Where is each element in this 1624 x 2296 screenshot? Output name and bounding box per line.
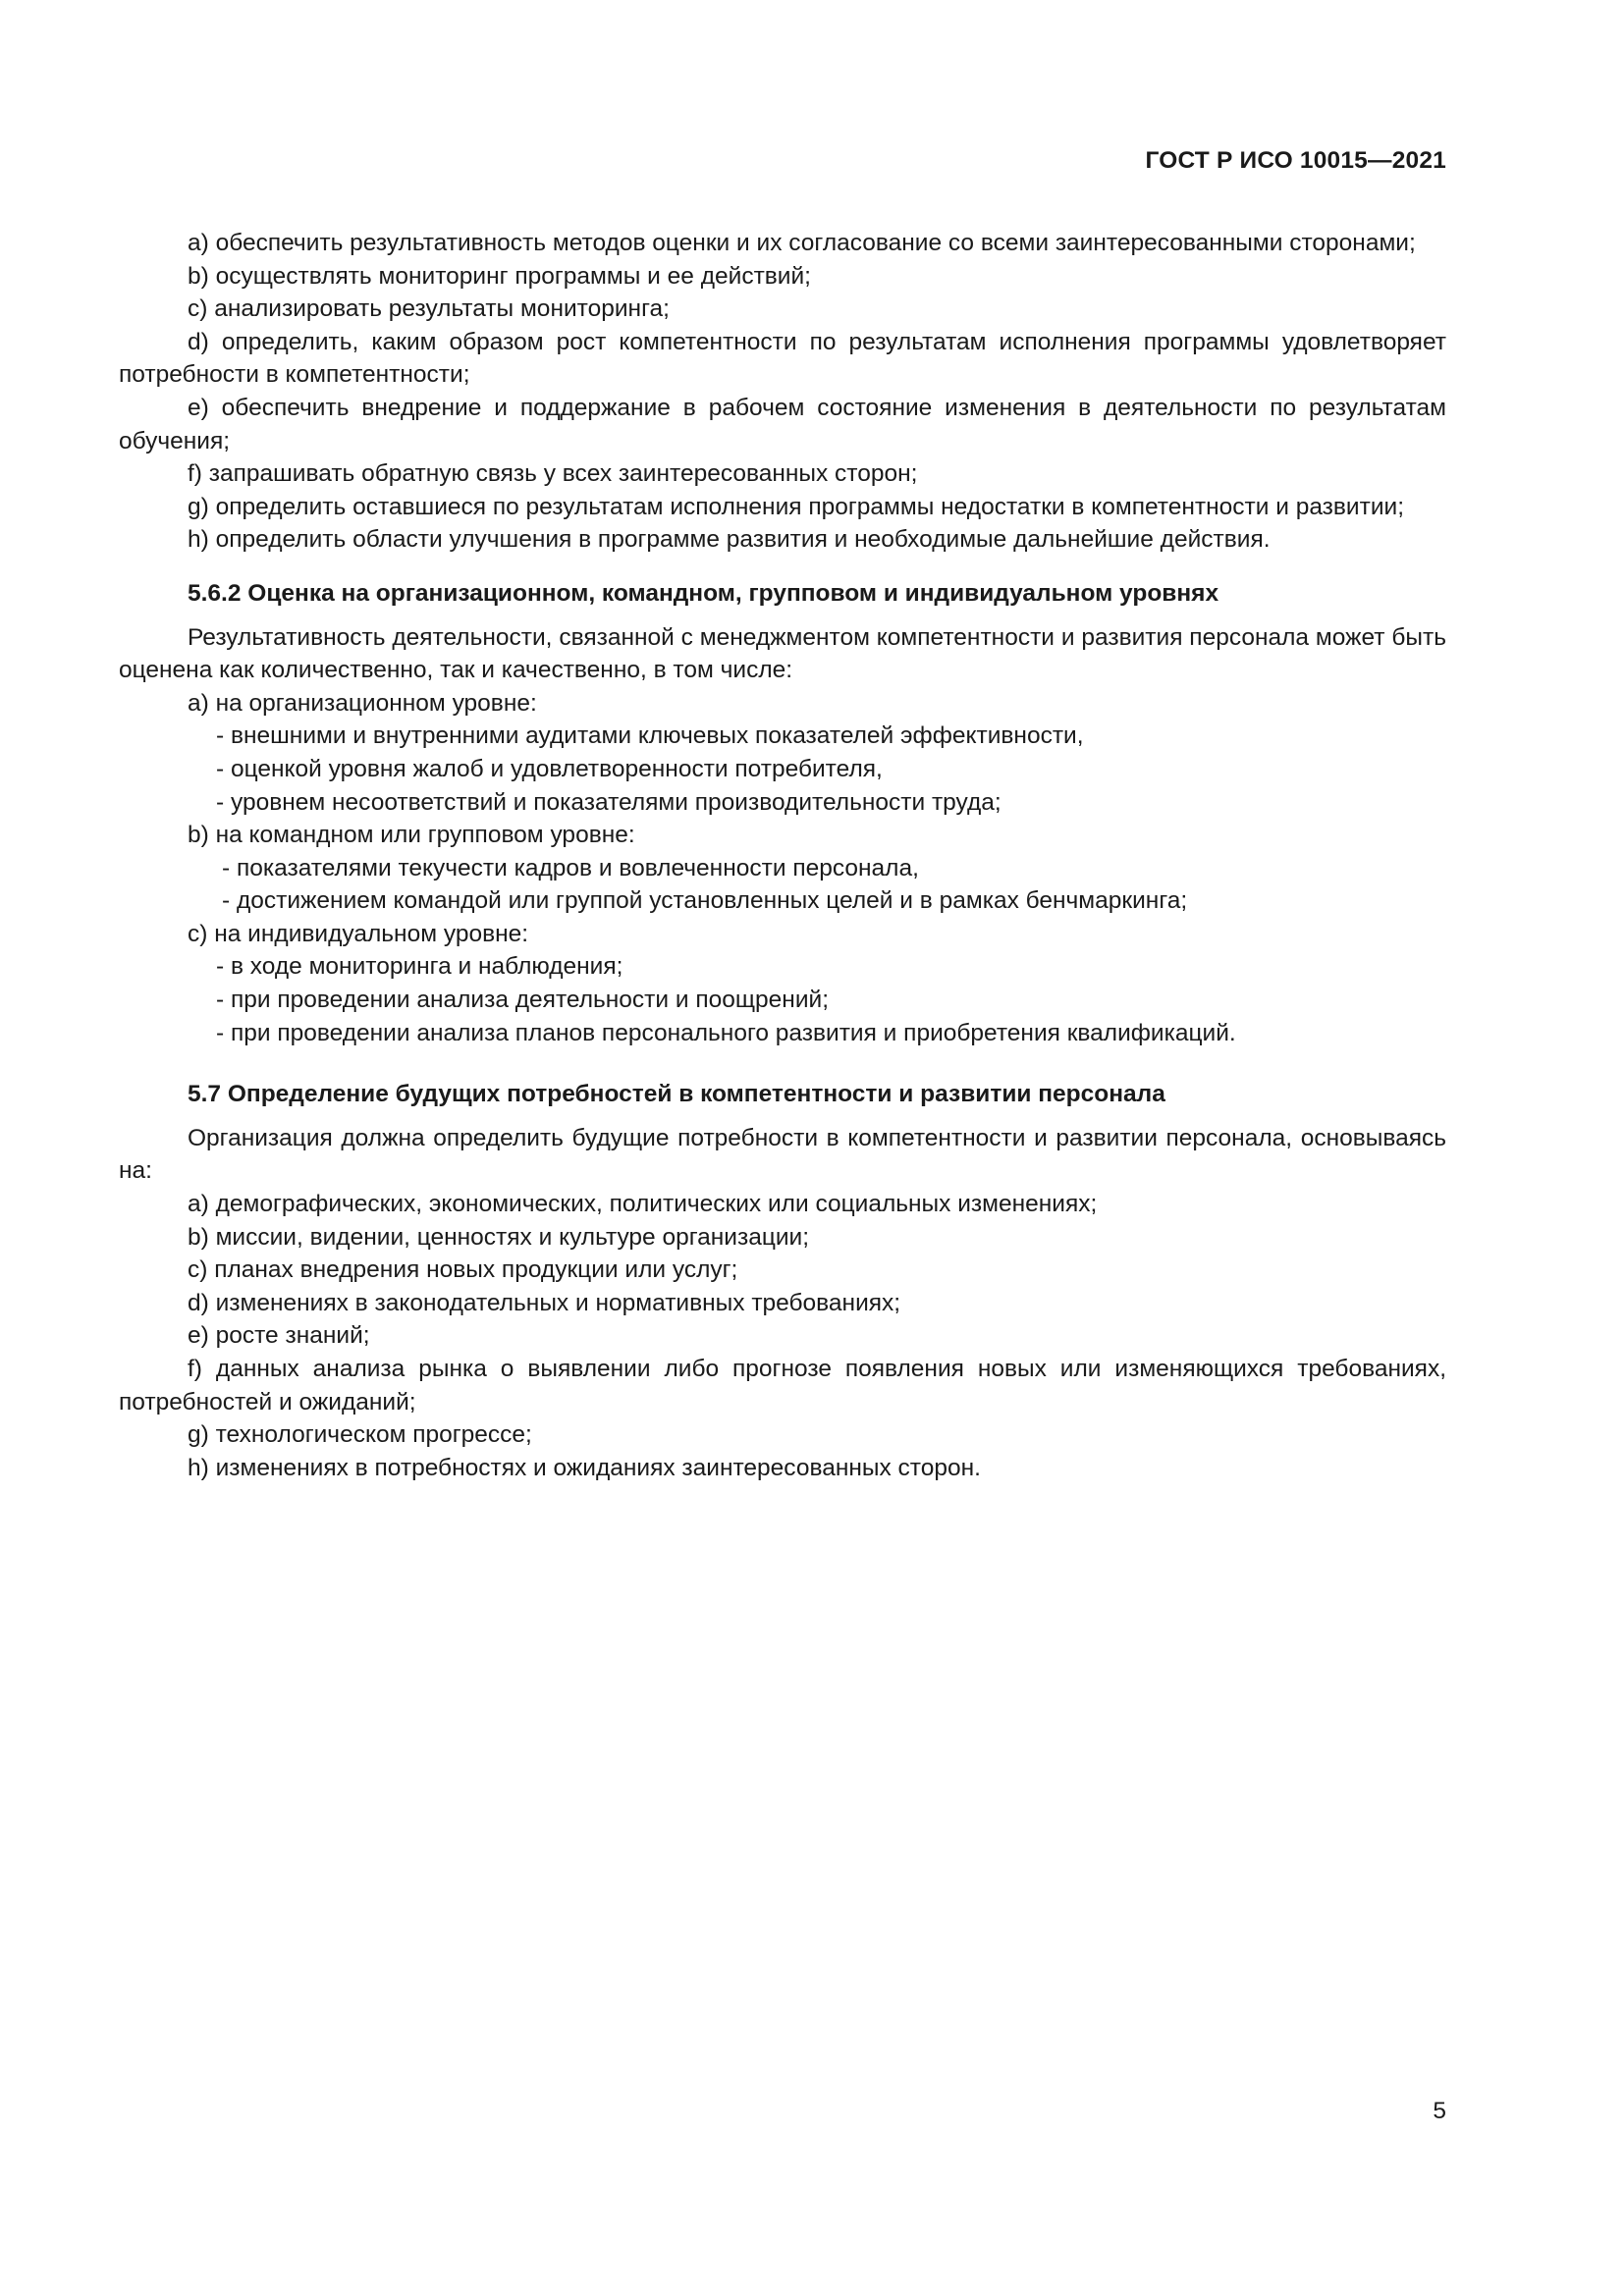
list-item: g) технологическом прогрессе; — [188, 1421, 532, 1449]
list-item: c) анализировать результаты мониторинга; — [188, 295, 670, 323]
list-item: b) миссии, видении, ценностях и культуре организации; — [188, 1223, 810, 1251]
list-item: d) определить, каким образом рост компетентности по результатам исполнения программы удовлетворяет потребности в компетентности; — [119, 328, 1446, 389]
section-heading-5-6-2: 5.6.2 Оценка на организационном, командном, групповом и индивидуальном уровнях — [188, 579, 1219, 607]
page-number: 5 — [1433, 2098, 1446, 2124]
list-item: h) изменениях в потребностях и ожиданиях заинтересованных сторон. — [188, 1454, 981, 1481]
list-item: f) данных анализа рынка о выявлении либо прогнозе появления новых или изменяющихся требованиях, потребностей и ожиданий; — [119, 1356, 1446, 1415]
dash-item: - показателями текучести кадров и вовлеченности персонала, — [222, 854, 919, 881]
dash-item: - внешними и внутренними аудитами ключевых показателей эффективности, — [216, 722, 1084, 750]
sublist-label: c) на индивидуальном уровне: — [188, 920, 529, 947]
dash-item: - при проведении анализа планов персонального развития и приобретения квалификаций. — [216, 1019, 1236, 1046]
list-item: g) определить оставшиеся по результатам исполнения программы недостатки в компетентности и развитии; — [188, 493, 1405, 520]
list-item: e) росте знаний; — [188, 1322, 370, 1350]
sublist-label: b) на командном или групповом уровне: — [188, 822, 635, 849]
list-item: f) запрашивать обратную связь у всех заинтересованных сторон; — [188, 460, 918, 488]
dash-item: - в ходе мониторинга и наблюдения; — [216, 953, 623, 981]
document-id-header: ГОСТ Р ИСО 10015—2021 — [1145, 147, 1446, 174]
section-intro-paragraph: Результативность деятельности, связанной с менеджментом компетентности и развития персонала может быть оценена как количественно, так и качественно, в том числе: — [119, 623, 1446, 684]
list-item: a) обеспечить результативность методов оценки и их согласование со всеми заинтересованными сторонами; — [188, 230, 1416, 256]
list-item: h) определить области улучшения в программе развития и необходимые дальнейшие действия. — [188, 526, 1271, 554]
section-heading-5-7: 5.7 Определение будущих потребностей в компетентности и развитии персонала — [188, 1081, 1165, 1108]
list-item: e) обеспечить внедрение и поддержание в рабочем состояние изменения в деятельности по результатам обучения; — [119, 394, 1446, 454]
list-item: b) осуществлять мониторинг программы и ее действий; — [188, 262, 811, 290]
list-item: a) демографических, экономических, политических или социальных изменениях; — [188, 1191, 1098, 1218]
list-item: c) планах внедрения новых продукции или услуг; — [188, 1256, 738, 1284]
dash-item: - при проведении анализа деятельности и поощрений; — [216, 987, 830, 1014]
dash-item: - уровнем несоответствий и показателями производительности труда; — [216, 788, 1001, 816]
section-intro-paragraph: Организация должна определить будущие потребности в компетентности и развитии персонала, основываясь на: — [119, 1124, 1446, 1185]
dash-item: - оценкой уровня жалоб и удовлетворенности потребителя, — [216, 755, 883, 782]
dash-item: - достижением командой или группой установленных целей и в рамках бенчмаркинга; — [222, 887, 1188, 915]
list-item: d) изменениях в законодательных и нормативных требованиях; — [188, 1289, 901, 1316]
page-body — [119, 227, 1446, 1484]
sublist-label: a) на организационном уровне: — [188, 689, 537, 717]
